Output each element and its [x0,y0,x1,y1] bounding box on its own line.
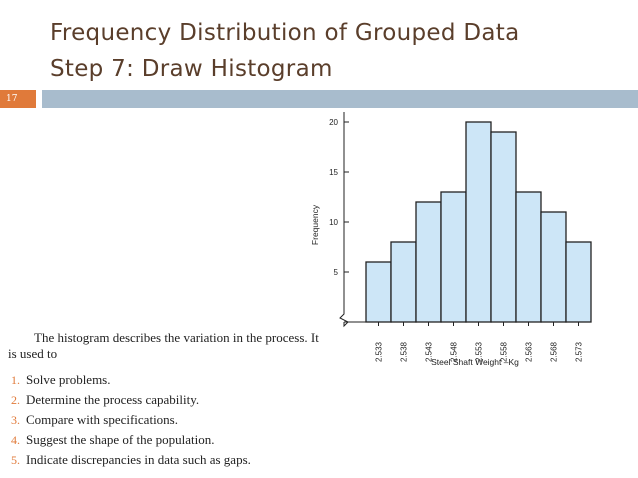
list-item [0,410,251,430]
y-axis-label: Frequency [310,204,320,246]
x-tick-label: 2.573 [574,341,584,363]
x-tick-label: 2.558 [499,341,509,363]
y-tick-label: 20 [329,118,338,127]
histogram-bar [466,122,491,322]
uses-list [0,370,251,470]
list-item-text: Compare with specifications. [26,412,178,427]
list-item-text: Determine the process capability. [26,392,200,407]
x-tick-label: 2.543 [424,341,434,363]
header-divider-bar [42,90,638,108]
histogram-bar [416,202,441,322]
slide-number: 17 [0,90,36,108]
list-item-number: 5. [11,453,20,467]
y-tick-label: 10 [329,218,338,227]
histogram-bar [441,192,466,322]
x-axis-label: Steel Shaft Weight –Kg [431,357,519,367]
list-item-number: 4. [11,433,20,447]
list-item-number: 3. [11,413,20,427]
list-item-text: Solve problems. [26,372,111,387]
list-item-number: 1. [11,373,20,387]
list-item-number: 2. [11,393,20,407]
histogram-bar [541,212,566,322]
histogram-bar [366,262,391,322]
list-item [0,430,251,450]
x-tick-label: 2.538 [399,341,409,363]
x-tick-label: 2.568 [549,341,559,363]
y-tick-label: 15 [329,168,338,177]
description-line-2: is used to [8,346,58,361]
x-tick-label: 2.548 [449,341,459,363]
x-tick-label: 2.553 [474,341,484,363]
y-tick-label: 5 [333,268,338,277]
slide-title-line-2: Step 7: Draw Histogram [50,56,333,82]
histogram-bar [566,242,591,322]
x-tick-label: 2.563 [524,341,534,363]
histogram-chart [300,110,600,375]
list-item-text: Suggest the shape of the population. [26,432,215,447]
y-axis-line [340,112,348,326]
x-tick-label: 2.533 [374,341,384,363]
slide-title-line-1: Frequency Distribution of Grouped Data [50,20,520,46]
list-item [0,370,251,390]
list-item [0,390,251,410]
description-line-1: The histogram describes the variation in the process. It [34,330,319,345]
histogram-bar [391,242,416,322]
list-item-text: Indicate discrepancies in data such as gaps. [26,452,251,467]
histogram-bar [491,132,516,322]
histogram-bar [516,192,541,322]
list-item [0,450,251,470]
